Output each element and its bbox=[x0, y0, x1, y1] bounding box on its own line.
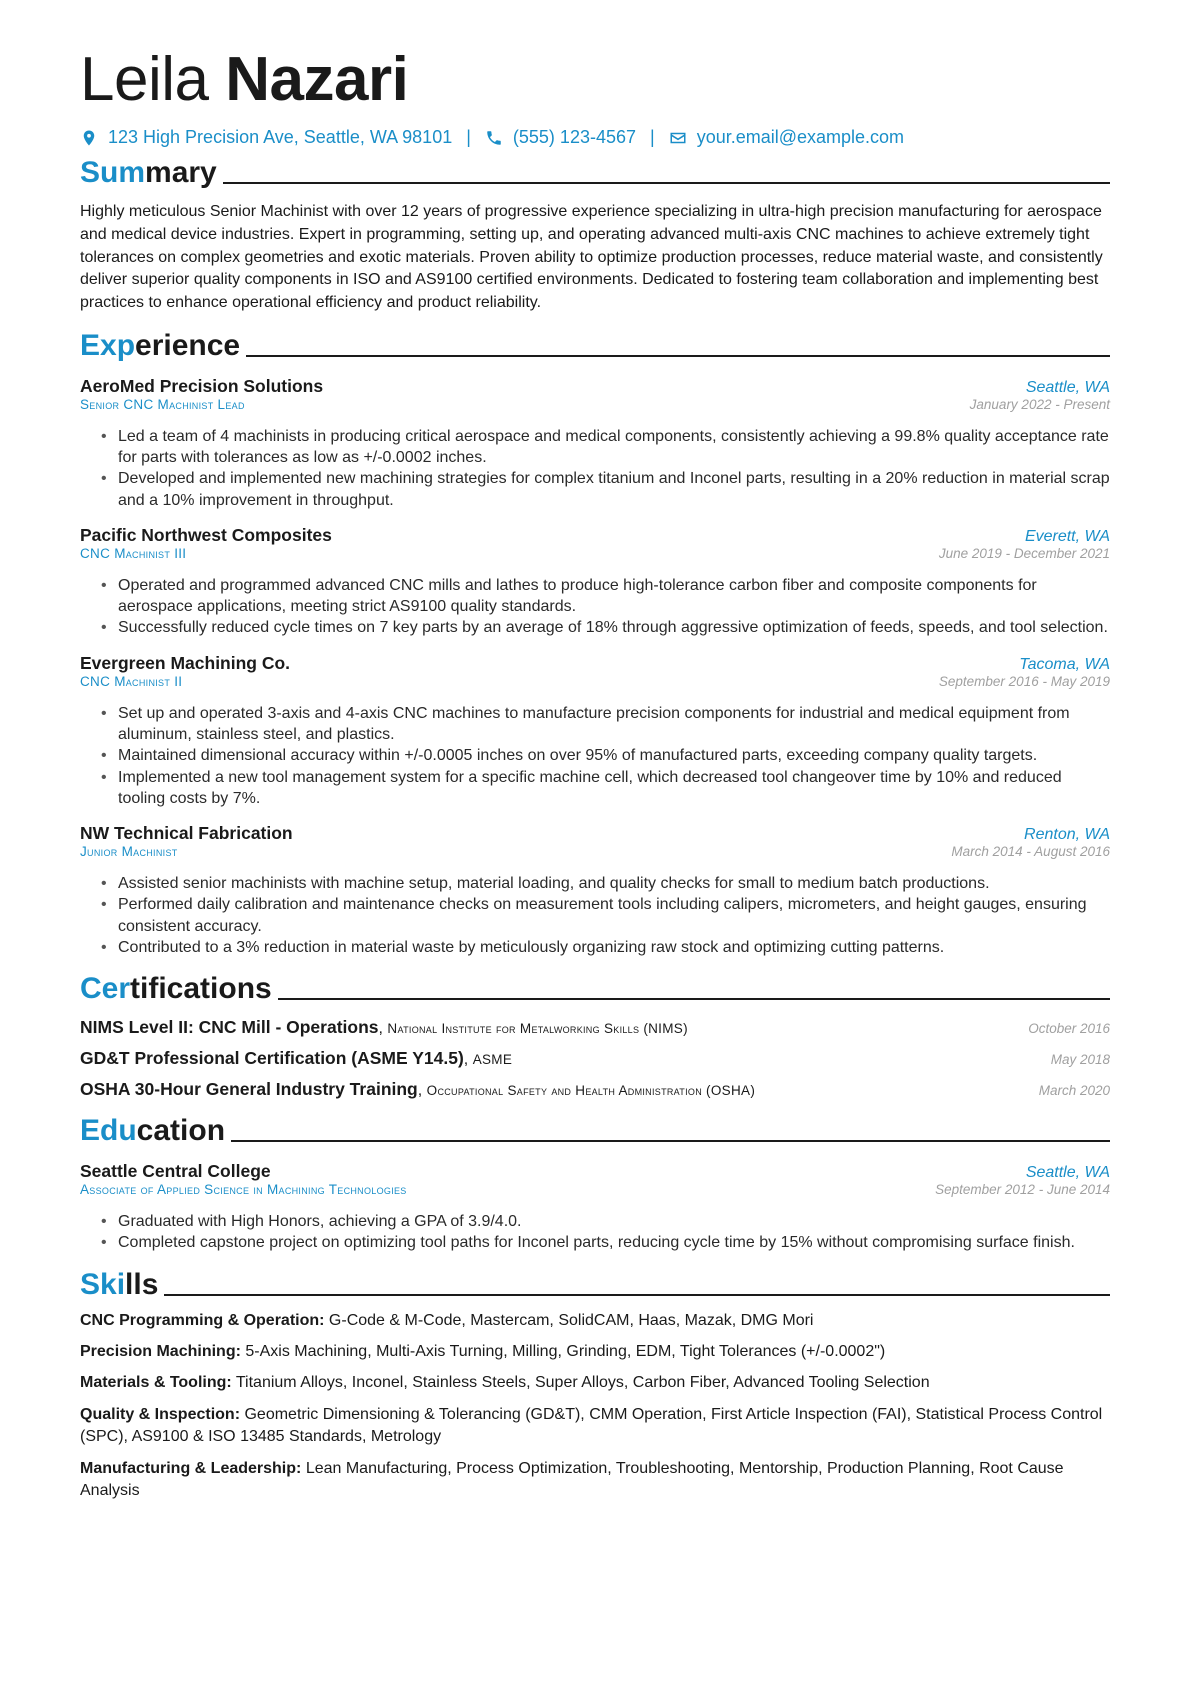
skill-line bbox=[80, 1372, 1110, 1394]
experience-entry bbox=[80, 823, 1110, 958]
summary-title bbox=[80, 156, 217, 189]
skill-line bbox=[80, 1404, 1110, 1449]
experience-entry bbox=[80, 376, 1110, 511]
entry-row bbox=[80, 376, 1110, 397]
skill-category: Quality & Inspection: bbox=[80, 1405, 241, 1423]
bullet-item: • Maintained dimensional accuracy within +/-0.0005 inches on over 95% of manufactured parts, exceeding company quality targets. bbox=[118, 745, 1110, 766]
contact-line bbox=[80, 127, 1110, 148]
heading-accent: Sum bbox=[80, 156, 146, 190]
certification-comma: , bbox=[417, 1082, 427, 1100]
heading-rule bbox=[278, 998, 1110, 1000]
heading-rule bbox=[246, 355, 1110, 357]
certification-text bbox=[80, 1048, 512, 1069]
entry-row bbox=[80, 844, 1110, 859]
skill-line bbox=[80, 1341, 1110, 1363]
entry-row bbox=[80, 653, 1110, 674]
entry-role: CNC Machinist II bbox=[80, 673, 183, 689]
experience-entry bbox=[80, 525, 1110, 639]
bullet-item: • Graduated with High Honors, achieving a GPA of 3.9/4.0. bbox=[118, 1211, 1110, 1232]
certification-name: NIMS Level II: CNC Mill - Operations bbox=[80, 1017, 379, 1038]
certification-comma: , bbox=[463, 1051, 473, 1069]
bullet-item: • Performed daily calibration and maintenance checks on measurement tools including calipers, micrometers, and height gauges, ensuring consistent accuracy. bbox=[118, 894, 1110, 937]
education-heading bbox=[80, 1114, 1110, 1147]
entry-organization: Evergreen Machining Co. bbox=[80, 652, 291, 673]
certification-date: March 2020 bbox=[1038, 1083, 1110, 1099]
bullet-item: • Contributed to a 3% reduction in material waste by meticulously organizing raw stock and optimizing cutting patterns. bbox=[118, 937, 1110, 958]
skills-heading bbox=[80, 1268, 1110, 1301]
experience-title bbox=[80, 329, 240, 362]
bullet-item: • Completed capstone project on optimizing tool paths for Inconel parts, reducing cycle time by 15% without compromising surface finish. bbox=[118, 1232, 1110, 1253]
first-name: Leila bbox=[80, 45, 209, 114]
bullet-item: • Assisted senior machinists with machine setup, material loading, and quality checks for small to medium batch productions. bbox=[118, 873, 1110, 894]
entry-row bbox=[80, 1182, 1110, 1197]
bullet-item: • Set up and operated 3-axis and 4-axis CNC machines to manufacture precision components for industrial and medical equipment from aluminum, stainless steel, and plastics. bbox=[118, 703, 1110, 746]
experience-list bbox=[80, 376, 1110, 958]
skill-values: Geometric Dimensioning & Tolerancing (GD&T), CMM Operation, First Article Inspection (FAI), Statistical Process Control (SPC), AS9100 & ISO 13485 Standards, Metrology bbox=[80, 1405, 1103, 1446]
experience-entry bbox=[80, 653, 1110, 809]
certification-text bbox=[80, 1017, 688, 1038]
address-text: 123 High Precision Ave, Seattle, WA 98101 bbox=[108, 127, 453, 148]
entry-organization: Pacific Northwest Composites bbox=[80, 524, 332, 545]
heading-accent: Edu bbox=[80, 1114, 137, 1148]
certifications-heading bbox=[80, 972, 1110, 1005]
certification-item bbox=[80, 1048, 1110, 1069]
entry-row bbox=[80, 1161, 1110, 1182]
entry-role: Associate of Applied Science in Machining Technologies bbox=[80, 1182, 407, 1198]
skill-category: CNC Programming & Operation: bbox=[80, 1311, 325, 1329]
certification-date: October 2016 bbox=[1028, 1021, 1110, 1037]
entry-dates: September 2016 - May 2019 bbox=[938, 673, 1110, 689]
heading-rest: lls bbox=[125, 1267, 159, 1301]
entry-organization: NW Technical Fabrication bbox=[80, 823, 293, 844]
candidate-name bbox=[80, 44, 1110, 115]
entry-bullets bbox=[80, 426, 1110, 511]
skill-category: Manufacturing & Leadership: bbox=[80, 1459, 302, 1477]
entry-organization: Seattle Central College bbox=[80, 1161, 271, 1182]
summary-text: Highly meticulous Senior Machinist with over 12 years of progressive experience specializing in ultra-high precision manufacturing for aerospace and medical device industries. Expert in programming, setting up, and operating advanced multi-axis CNC machines to achieve extremely tight tolerances on complex geometries and exotic materials. Proven ability to optimize production processes, reduce material waste, and consistently deliver superior quality components in ISO and AS9100 certified environments. Dedicated to fostering team collaboration and implementing best practices to enhance operational efficiency and product reliability. bbox=[80, 203, 1103, 312]
skill-category: Materials & Tooling: bbox=[80, 1374, 232, 1392]
entry-dates: January 2022 - Present bbox=[969, 396, 1110, 412]
bullet-item: • Successfully reduced cycle times on 7 key parts by an average of 18% through aggressive optimization of feeds, speeds, and tool selection. bbox=[118, 617, 1110, 638]
certifications-list bbox=[80, 1017, 1110, 1100]
certification-text bbox=[80, 1079, 755, 1100]
skills-list bbox=[80, 1310, 1110, 1503]
skill-values: 5-Axis Machining, Multi-Axis Turning, Milling, Grinding, EDM, Tight Tolerances (+/-0.0002") bbox=[245, 1343, 886, 1361]
entry-location: Seattle, WA bbox=[1025, 378, 1110, 396]
certifications-title bbox=[80, 972, 272, 1005]
phone-icon bbox=[485, 129, 503, 147]
certification-name: OSHA 30-Hour General Industry Training bbox=[80, 1079, 418, 1100]
contact-separator: | bbox=[466, 127, 471, 148]
entry-row bbox=[80, 823, 1110, 844]
entry-location: Everett, WA bbox=[1024, 527, 1110, 545]
contact-address bbox=[80, 127, 452, 148]
skill-values: G-Code & M-Code, Mastercam, SolidCAM, Haas, Mazak, DMG Mori bbox=[328, 1311, 814, 1329]
skill-category: Precision Machining: bbox=[80, 1343, 241, 1361]
education-entry bbox=[80, 1161, 1110, 1254]
skill-values: Lean Manufacturing, Process Optimization, Troubleshooting, Mentorship, Production Planning, Root Cause Analysis bbox=[80, 1459, 1064, 1500]
heading-rule bbox=[231, 1140, 1110, 1142]
skill-line bbox=[80, 1458, 1110, 1503]
entry-location: Renton, WA bbox=[1024, 826, 1110, 844]
certification-item bbox=[80, 1017, 1110, 1038]
entry-location: Seattle, WA bbox=[1025, 1164, 1110, 1182]
map-marker-icon bbox=[80, 129, 98, 147]
entry-row bbox=[80, 525, 1110, 546]
entry-role: CNC Machinist III bbox=[80, 545, 187, 561]
certification-date: May 2018 bbox=[1050, 1052, 1110, 1068]
entry-bullets bbox=[80, 873, 1110, 958]
entry-organization: AeroMed Precision Solutions bbox=[80, 375, 324, 396]
heading-accent: Cer bbox=[80, 972, 131, 1006]
skill-values: Titanium Alloys, Inconel, Stainless Steels, Super Alloys, Carbon Fiber, Advanced Tooling Selection bbox=[235, 1374, 930, 1392]
certification-comma: , bbox=[378, 1020, 388, 1038]
entry-role: Junior Machinist bbox=[80, 844, 178, 860]
envelope-icon bbox=[669, 129, 687, 147]
heading-rule bbox=[164, 1294, 1110, 1296]
contact-email[interactable] bbox=[669, 127, 904, 148]
skill-line bbox=[80, 1310, 1110, 1332]
email-text: your.email@example.com bbox=[696, 127, 905, 148]
entry-dates: September 2012 - June 2014 bbox=[935, 1182, 1110, 1198]
heading-rule bbox=[223, 182, 1110, 184]
education-title bbox=[80, 1114, 225, 1147]
entry-location: Tacoma, WA bbox=[1019, 655, 1110, 673]
entry-row bbox=[80, 674, 1110, 689]
skills-title bbox=[80, 1268, 158, 1301]
contact-phone[interactable] bbox=[485, 127, 636, 148]
summary-heading bbox=[80, 156, 1110, 189]
heading-accent: Ski bbox=[80, 1267, 126, 1301]
entry-row bbox=[80, 397, 1110, 412]
contact-separator: | bbox=[650, 127, 655, 148]
last-name: Nazari bbox=[225, 45, 409, 114]
entry-bullets bbox=[80, 1211, 1110, 1254]
experience-heading bbox=[80, 329, 1110, 362]
entry-bullets bbox=[80, 575, 1110, 639]
certification-issuer: National Institute for Metalworking Skills (NIMS) bbox=[387, 1021, 688, 1037]
bullet-item: • Implemented a new tool management system for a specific machine cell, which decreased tool changeover time by 10% and reduced tooling costs by 7%. bbox=[118, 767, 1110, 810]
entry-role: Senior CNC Machinist Lead bbox=[80, 396, 245, 412]
heading-rest: tifications bbox=[130, 972, 272, 1006]
heading-accent: Exp bbox=[80, 328, 136, 362]
education-list bbox=[80, 1161, 1110, 1254]
certification-item bbox=[80, 1079, 1110, 1100]
certification-issuer: Occupational Safety and Health Administration (OSHA) bbox=[426, 1083, 756, 1099]
certification-name: GD&T Professional Certification (ASME Y14.5) bbox=[80, 1048, 464, 1069]
entry-dates: March 2014 - August 2016 bbox=[951, 844, 1110, 860]
entry-row bbox=[80, 546, 1110, 561]
bullet-item: • Developed and implemented new machining strategies for complex titanium and Inconel parts, resulting in a 20% reduction in material scrap and a 10% improvement in throughput. bbox=[118, 468, 1110, 511]
bullet-item: • Led a team of 4 machinists in producing critical aerospace and medical components, consistently achieving a 99.8% quality acceptance rate for parts with tolerances as low as +/-0.0002 inches. bbox=[118, 426, 1110, 469]
heading-rest: erience bbox=[135, 328, 241, 362]
certification-issuer: ASME bbox=[472, 1052, 513, 1068]
entry-dates: June 2019 - December 2021 bbox=[938, 545, 1110, 561]
entry-bullets bbox=[80, 703, 1110, 809]
heading-rest: cation bbox=[136, 1114, 226, 1148]
phone-text: (555) 123-4567 bbox=[512, 127, 636, 148]
bullet-item: • Operated and programmed advanced CNC mills and lathes to produce high-tolerance carbon fiber and composite components for aerospace applications, meeting strict AS9100 quality standards. bbox=[118, 575, 1110, 618]
heading-rest: mary bbox=[145, 156, 217, 190]
